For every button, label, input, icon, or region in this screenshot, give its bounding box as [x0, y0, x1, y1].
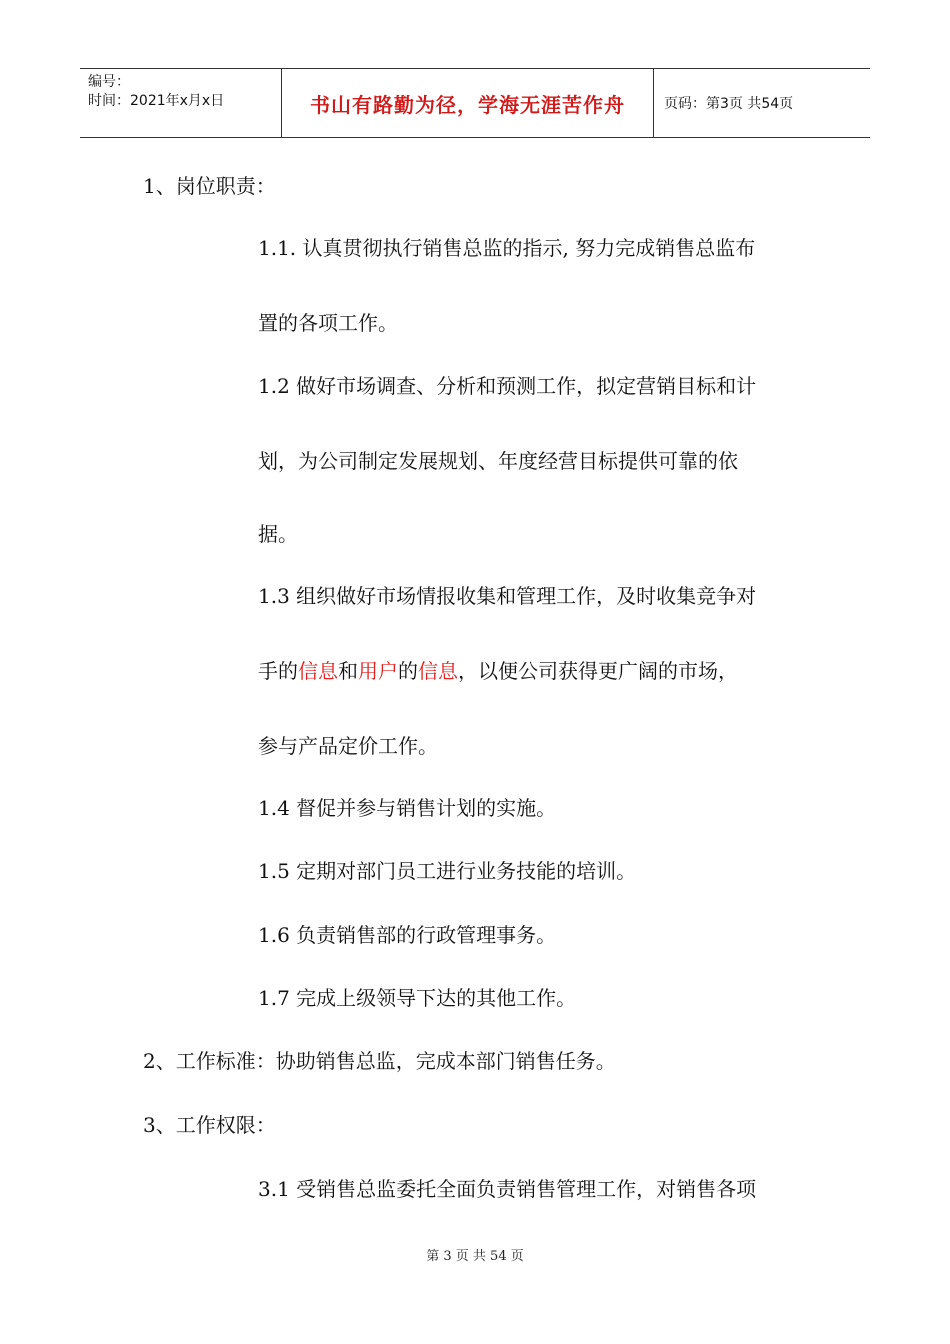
item-1-6: 1.6 负责销售部的行政管理事务。 — [258, 923, 557, 947]
text-segment: ，以便公司获得更广阔的市场， — [458, 659, 738, 683]
item-1-4: 1.4 督促并参与销售计划的实施。 — [258, 796, 557, 820]
highlight-info-1: 信息 — [298, 659, 338, 683]
text-segment: 的 — [398, 659, 418, 683]
item-1-5: 1.5 定期对部门员工进行业务技能的培训。 — [258, 859, 637, 883]
header-page-info: 页码：第3页 共54页 — [664, 96, 794, 112]
item-1-2-line-1: 1.2 做好市场调查、分析和预测工作，拟定营销目标和计 — [258, 374, 757, 398]
item-1-2-line-3: 据。 — [258, 522, 298, 546]
item-3-1-line-1: 3.1 受销售总监委托全面负责销售管理工作，对销售各项 — [258, 1177, 757, 1201]
item-1-1-line-1: 1.1. 认真贯彻执行销售总监的指示, 努力完成销售总监布 — [258, 236, 756, 260]
text-segment: 和 — [338, 659, 358, 683]
page-footer: 第 3 页 共 54 页 — [426, 1249, 524, 1264]
page-header — [80, 68, 870, 138]
header-motto: 书山有路勤为径，学海无涯苦作舟 — [282, 69, 654, 137]
item-1-1-line-2: 置的各项工作。 — [258, 311, 398, 335]
header-meta — [80, 69, 282, 137]
section-2: 2、工作标准：协助销售总监，完成本部门销售任务。 — [143, 1049, 616, 1073]
item-1-3-line-1: 1.3 组织做好市场情报收集和管理工作，及时收集竞争对 — [258, 584, 757, 608]
section-3-title: 3、工作权限： — [143, 1113, 276, 1137]
item-1-3-line-2 — [258, 659, 738, 683]
highlight-user: 用户 — [358, 659, 398, 683]
highlight-info-2: 信息 — [418, 659, 458, 683]
time-label: 时间：2021年x月x日 — [88, 93, 225, 109]
item-1-7: 1.7 完成上级领导下达的其他工作。 — [258, 986, 577, 1010]
item-1-2-line-2: 划，为公司制定发展规划、年度经营目标提供可靠的依 — [258, 449, 738, 473]
item-1-3-line-3: 参与产品定价工作。 — [258, 734, 438, 758]
section-1-title: 1、岗位职责： — [143, 174, 276, 198]
text-segment: 手的 — [258, 659, 298, 683]
number-label: 编号： — [88, 74, 130, 90]
